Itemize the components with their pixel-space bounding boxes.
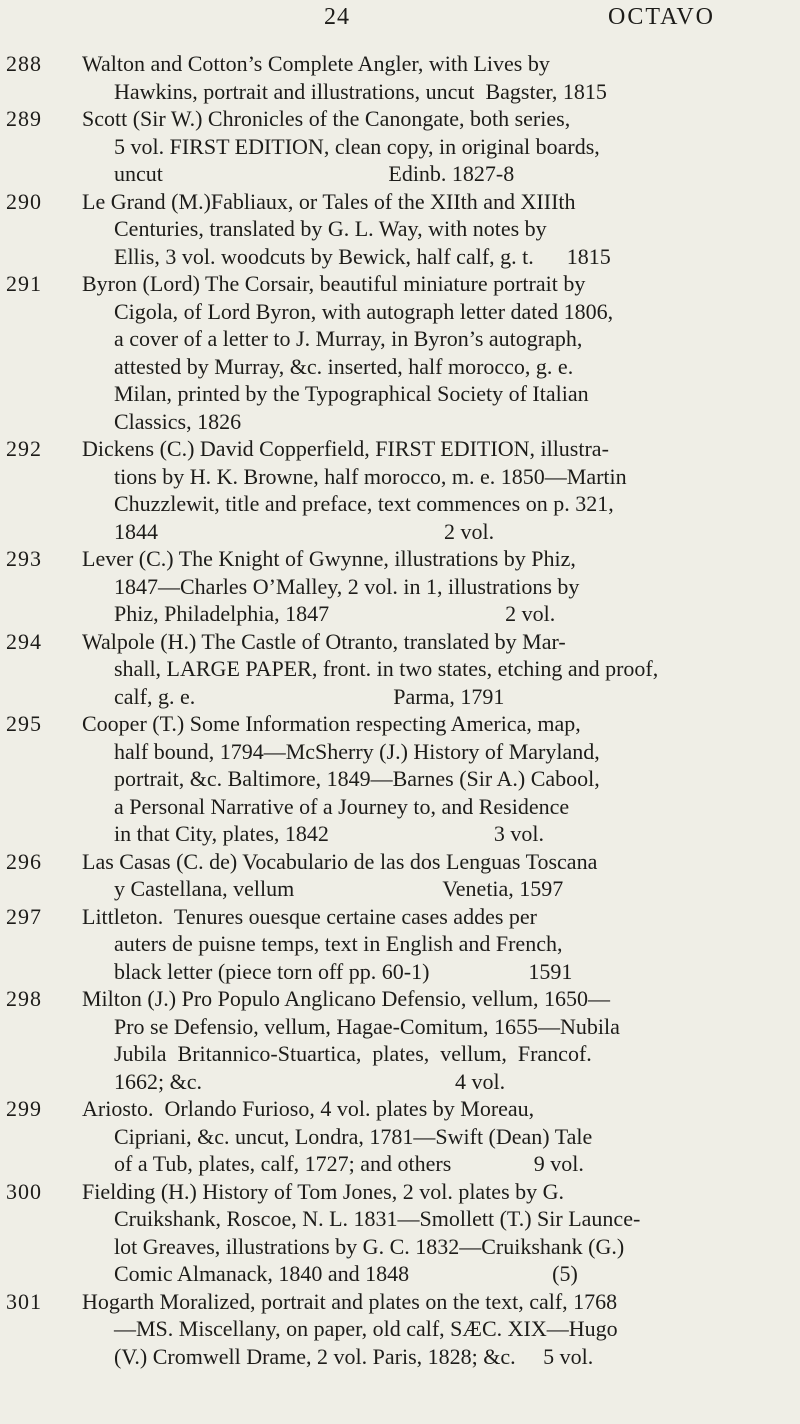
lot-description-line: in that City, plates, 1842 3 vol. — [114, 821, 544, 846]
lot-number: 293 — [6, 546, 42, 571]
lot-description-line: Hawkins, portrait and illustrations, uncut Bagster, 1815 — [114, 78, 607, 104]
lot-description-line: Hogarth Moralized, portrait and plates on the text, calf, 1768 — [82, 1288, 618, 1314]
lot-number: 292 — [6, 436, 42, 461]
lot-description-line: of a Tub, plates, calf, 1727; and others 9 vol. — [114, 1151, 584, 1176]
page-number: 24 — [324, 4, 350, 30]
lot-description-line: Classics, 1826 — [114, 408, 242, 434]
lot-entry — [0, 903, 800, 986]
lot-number: 299 — [6, 1096, 42, 1121]
lot-number: 290 — [6, 188, 42, 214]
lot-description-line: 1662; &c. 4 vol. — [114, 1068, 506, 1094]
lot-description-line: —MS. Miscellany, on paper, old calf, SÆC. XIX—Hugo — [114, 1316, 618, 1341]
lot-entry — [0, 105, 800, 188]
lot-number: 288 — [6, 51, 42, 76]
lot-description-line: Chuzzlewit, title and preface, text commences on p. 321, — [114, 491, 614, 516]
lot-description-line: shall, LARGE PAPER, front. in two states, etching and proof, — [114, 656, 659, 681]
lot-entry — [0, 188, 800, 271]
lot-number: 297 — [6, 903, 42, 929]
lot-number: 301 — [6, 1288, 42, 1314]
lot-entry — [0, 435, 800, 545]
lot-number: 294 — [6, 628, 42, 654]
lot-description-line: Cruikshank, Roscoe, N. L. 1831—Smollett (T.) Sir Launce- — [114, 1206, 641, 1231]
lot-description-line: Lever (C.) The Knight of Gwynne, illustrations by Phiz, — [82, 546, 576, 571]
lot-number: 289 — [6, 106, 42, 131]
lot-description-line: Dickens (C.) David Copperfield, FIRST EDITION, illustra- — [82, 436, 609, 461]
lot-description-line: 5 vol. FIRST EDITION, clean copy, in original boards, — [114, 133, 600, 159]
lot-entry — [0, 270, 800, 435]
lot-entry — [0, 50, 800, 105]
lot-description-line: Milan, printed by the Typographical Society of Italian — [114, 381, 589, 406]
lot-description-line: (V.) Cromwell Drame, 2 vol. Paris, 1828; &c. 5 vol. — [114, 1343, 594, 1369]
lot-description-line: Cipriani, &c. uncut, Londra, 1781—Swift (Dean) Tale — [114, 1123, 593, 1149]
lot-description-line: half bound, 1794—McSherry (J.) History of Maryland, — [114, 738, 600, 764]
lot-description-line: Centuries, translated by G. L. Way, with notes by — [114, 216, 547, 241]
lot-entry — [0, 1178, 800, 1288]
lot-number: 296 — [6, 848, 42, 874]
lot-description-line: Phiz, Philadelphia, 1847 2 vol. — [114, 601, 556, 626]
lot-description-line: auters de puisne temps, text in English and French, — [114, 931, 563, 956]
lot-description-line: Fielding (H.) History of Tom Jones, 2 vol. plates by G. — [82, 1178, 565, 1204]
lot-number: 291 — [6, 271, 42, 296]
lot-description-line: 1844 2 vol. — [114, 518, 495, 544]
lot-description-line: portrait, &c. Baltimore, 1849—Barnes (Sir A.) Cabool, — [114, 766, 600, 791]
lot-description-line: Pro se Defensio, vellum, Hagae-Comitum, 1655—Nubila — [114, 1013, 620, 1039]
lot-entry — [0, 628, 800, 711]
lot-description-line: Comic Almanack, 1840 and 1848 (5) — [114, 1261, 578, 1286]
lot-description-line: Jubila Britannico-Stuartica, plates, vellum, Francof. — [114, 1041, 592, 1066]
lot-number: 295 — [6, 711, 42, 736]
lot-description-line: Walton and Cotton’s Complete Angler, with Lives by — [82, 51, 550, 76]
lot-description-line: lot Greaves, illustrations by G. C. 1832—Cruikshank (G.) — [114, 1233, 625, 1259]
lot-entry — [0, 710, 800, 848]
lot-description-line: attested by Murray, &c. inserted, half morocco, g. e. — [114, 353, 574, 379]
lot-description-line: a Personal Narrative of a Journey to, and Residence — [114, 793, 570, 819]
lot-entry — [0, 848, 800, 903]
lot-description-line: black letter (piece torn off pp. 60-1) 1591 — [114, 958, 573, 984]
running-head — [0, 4, 800, 44]
lot-description-line: Walpole (H.) The Castle of Otranto, translated by Mar- — [82, 628, 566, 654]
lot-description-line: y Castellana, vellum Venetia, 1597 — [114, 876, 564, 901]
lot-description-line: Ellis, 3 vol. woodcuts by Bewick, half calf, g. t. 1815 — [114, 243, 611, 269]
lot-number: 298 — [6, 986, 42, 1011]
lot-number: 300 — [6, 1178, 42, 1204]
lot-description-line: Ariosto. Orlando Furioso, 4 vol. plates by Moreau, — [82, 1096, 535, 1121]
lot-description-line: calf, g. e. Parma, 1791 — [114, 683, 505, 709]
lot-entry — [0, 1288, 800, 1371]
lot-description-line: a cover of a letter to J. Murray, in Byron’s autograph, — [114, 326, 583, 351]
lot-description-line: Littleton. Tenures ouesque certaine cases addes per — [82, 903, 537, 929]
lot-description-line: Milton (J.) Pro Populo Anglicano Defensio, vellum, 1650— — [82, 986, 610, 1011]
lot-description-line: Cigola, of Lord Byron, with autograph letter dated 1806, — [114, 298, 614, 324]
lot-description-line: Las Casas (C. de) Vocabulario de las dos Lenguas Toscana — [82, 848, 598, 874]
lot-entry — [0, 545, 800, 628]
lot-entry — [0, 985, 800, 1095]
lot-description-line: Byron (Lord) The Corsair, beautiful miniature portrait by — [82, 271, 586, 296]
lot-description-line: Le Grand (M.)Fabliaux, or Tales of the XIIth and XIIIth — [82, 188, 576, 214]
lot-description-line: tions by H. K. Browne, half morocco, m. e. 1850—Martin — [114, 463, 627, 489]
lot-description-line: 1847—Charles O’Malley, 2 vol. in 1, illustrations by — [114, 573, 580, 599]
section-title: OCTAVO — [608, 4, 715, 30]
lot-list — [0, 50, 800, 1370]
lot-description-line: uncut Edinb. 1827-8 — [114, 161, 515, 186]
lot-description-line: Scott (Sir W.) Chronicles of the Canongate, both series, — [82, 106, 571, 131]
lot-description-line: Cooper (T.) Some Information respecting America, map, — [82, 711, 581, 736]
lot-entry — [0, 1095, 800, 1178]
